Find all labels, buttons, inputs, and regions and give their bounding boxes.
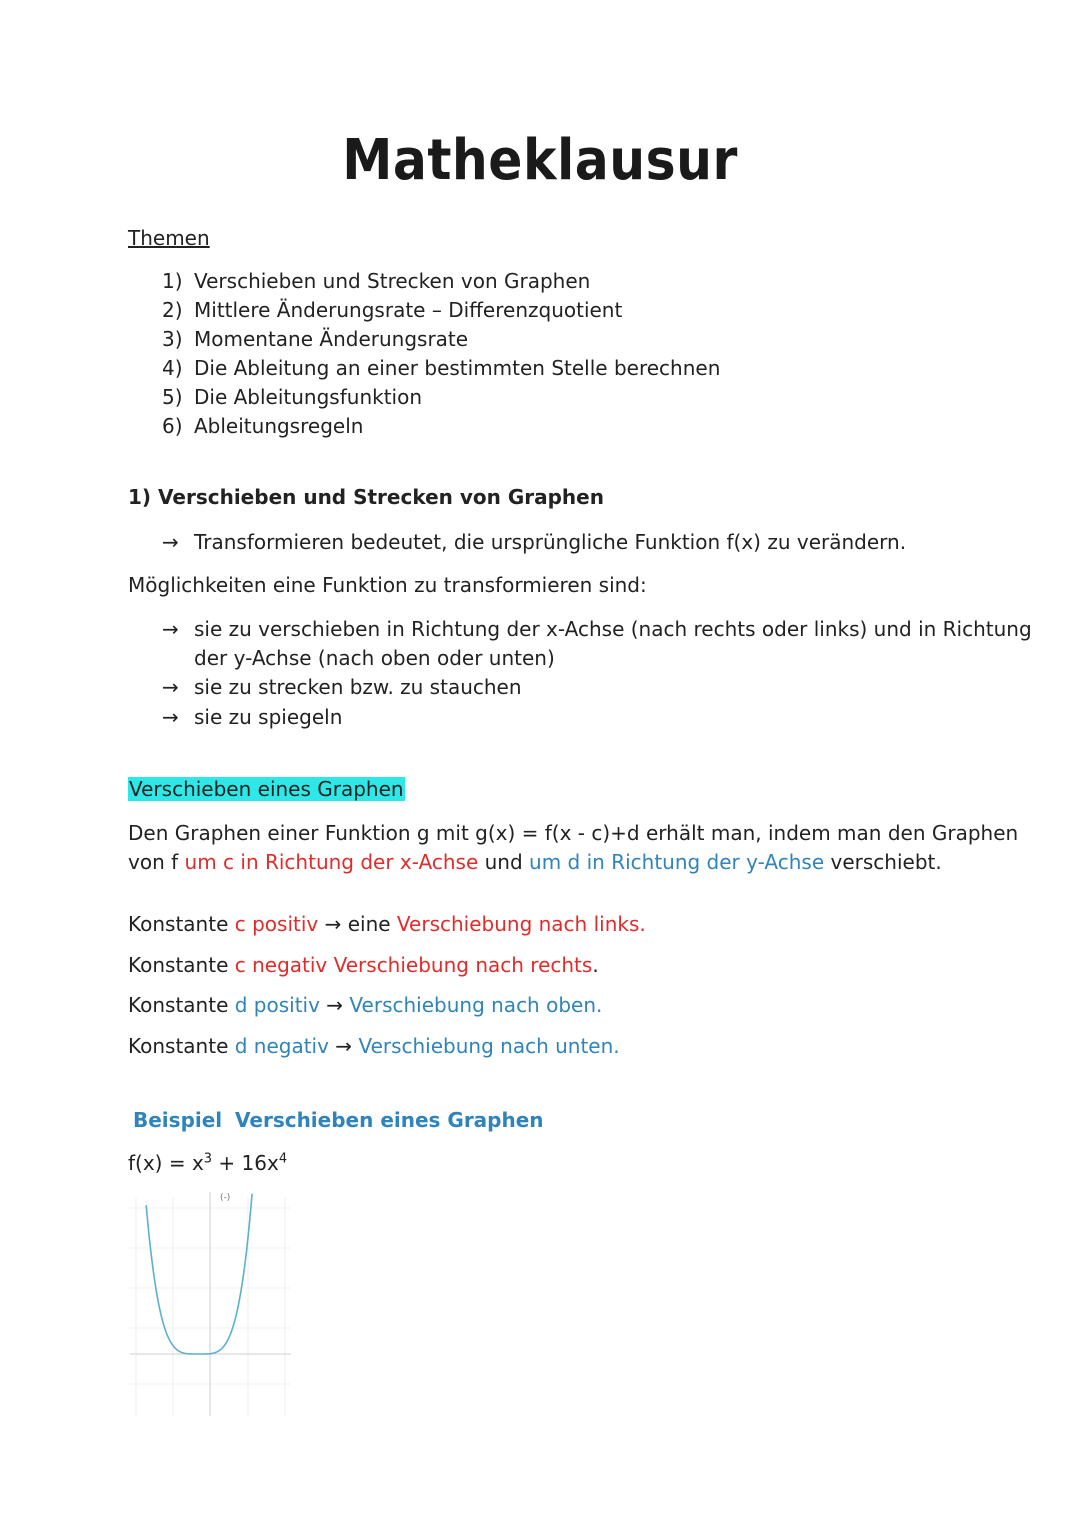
topic-number: 5) <box>162 385 183 409</box>
definition-line-1: Den Graphen einer Funktion g mit g(x) = f(x - c)+d erhält man, indem man den Graphen <box>128 821 1019 845</box>
formula-exponent: 3 <box>203 1151 213 1167</box>
possibilities-intro: Möglichkeiten eine Funktion zu transformieren sind: <box>128 573 647 597</box>
rule-result: Verschiebung nach oben. <box>349 993 603 1017</box>
topic-text: Mittlere Änderungsrate – Differenzquotient <box>194 298 623 322</box>
arrow-icon: → <box>162 530 179 554</box>
topic-text: Ableitungsregeln <box>194 414 364 438</box>
themen-heading: Themen <box>128 226 210 250</box>
transform-text: Transformieren bedeutet, die ursprüngliche Funktion f(x) zu verändern. <box>194 530 907 554</box>
formula-part: + 16x <box>212 1151 279 1175</box>
topic-number: 3) <box>162 327 183 351</box>
transform-definition <box>162 530 906 554</box>
possibility-text: sie zu spiegeln <box>194 705 343 729</box>
page-title: Matheklausur <box>342 128 738 193</box>
function-curve <box>146 1194 252 1354</box>
rule-arrow: → <box>328 1034 359 1058</box>
topic-text: Verschieben und Strecken von Graphen <box>194 269 591 293</box>
rule-condition: c positiv <box>234 912 319 936</box>
example-label: Beispiel <box>133 1108 223 1132</box>
topic-text: Die Ableitung an einer bestimmten Stelle berechnen <box>194 356 721 380</box>
topic-item <box>162 269 590 293</box>
rule-label: Konstante <box>128 912 235 936</box>
example-title: Verschieben eines Graphen <box>235 1108 544 1132</box>
y-shift-text: um d in Richtung der y-Achse <box>529 850 825 874</box>
topic-number: 2) <box>162 298 183 322</box>
graph-label: (-) <box>220 1193 231 1203</box>
possibility-item <box>162 675 522 699</box>
topic-item <box>162 327 468 351</box>
topic-text: Momentane Änderungsrate <box>194 327 469 351</box>
possibility-text: sie zu strecken bzw. zu stauchen <box>194 675 522 699</box>
possibility-item <box>162 617 1032 641</box>
rule-arrow: → eine <box>318 912 397 936</box>
possibility-item <box>162 705 342 729</box>
rule-condition: d positiv <box>234 993 320 1017</box>
rule-label: Konstante <box>128 993 235 1017</box>
rule-condition: c negativ Verschiebung nach rechts <box>234 953 593 977</box>
possibility-text: sie zu verschieben in Richtung der x-Achse (nach rechts oder links) und in Richtung <box>194 617 1032 641</box>
topic-item <box>162 414 363 438</box>
formula-exponent: 4 <box>278 1151 288 1167</box>
topic-item <box>162 356 720 380</box>
topic-text: Die Ableitungsfunktion <box>194 385 423 409</box>
topic-item <box>162 298 622 322</box>
rule-arrow: . <box>592 953 599 977</box>
rule-result: Verschiebung nach unten. <box>358 1034 620 1058</box>
possibility-text-continued: der y-Achse (nach oben oder unten) <box>194 646 555 670</box>
rule-d-positive <box>128 993 602 1017</box>
rule-label: Konstante <box>128 953 235 977</box>
topic-number: 4) <box>162 356 183 380</box>
x-shift-text: um c in Richtung der x-Achse <box>184 850 479 874</box>
topic-number: 6) <box>162 414 183 438</box>
function-graph <box>128 1188 293 1418</box>
rule-arrow: → <box>319 993 350 1017</box>
arrow-icon: → <box>162 705 179 729</box>
definition-line-2 <box>128 850 942 874</box>
formula-part: f(x) = x <box>128 1151 204 1175</box>
rule-result: Verschiebung nach links. <box>396 912 646 936</box>
highlighted-heading: Verschieben eines Graphen <box>129 777 404 801</box>
rule-d-negative <box>128 1034 620 1058</box>
text-fragment: und <box>478 850 530 874</box>
rule-c-positive <box>128 912 646 936</box>
rule-c-negative <box>128 953 599 977</box>
example-formula <box>128 1151 287 1175</box>
rule-condition: d negativ <box>234 1034 329 1058</box>
rule-label: Konstante <box>128 1034 235 1058</box>
arrow-icon: → <box>162 675 179 699</box>
topic-number: 1) <box>162 269 183 293</box>
graph-axes <box>130 1192 291 1416</box>
text-fragment: verschiebt. <box>824 850 942 874</box>
text-fragment: von f <box>128 850 185 874</box>
section-heading: 1) Verschieben und Strecken von Graphen <box>128 485 604 509</box>
arrow-icon: → <box>162 617 179 641</box>
subsection-heading <box>128 777 405 801</box>
topic-item <box>162 385 422 409</box>
